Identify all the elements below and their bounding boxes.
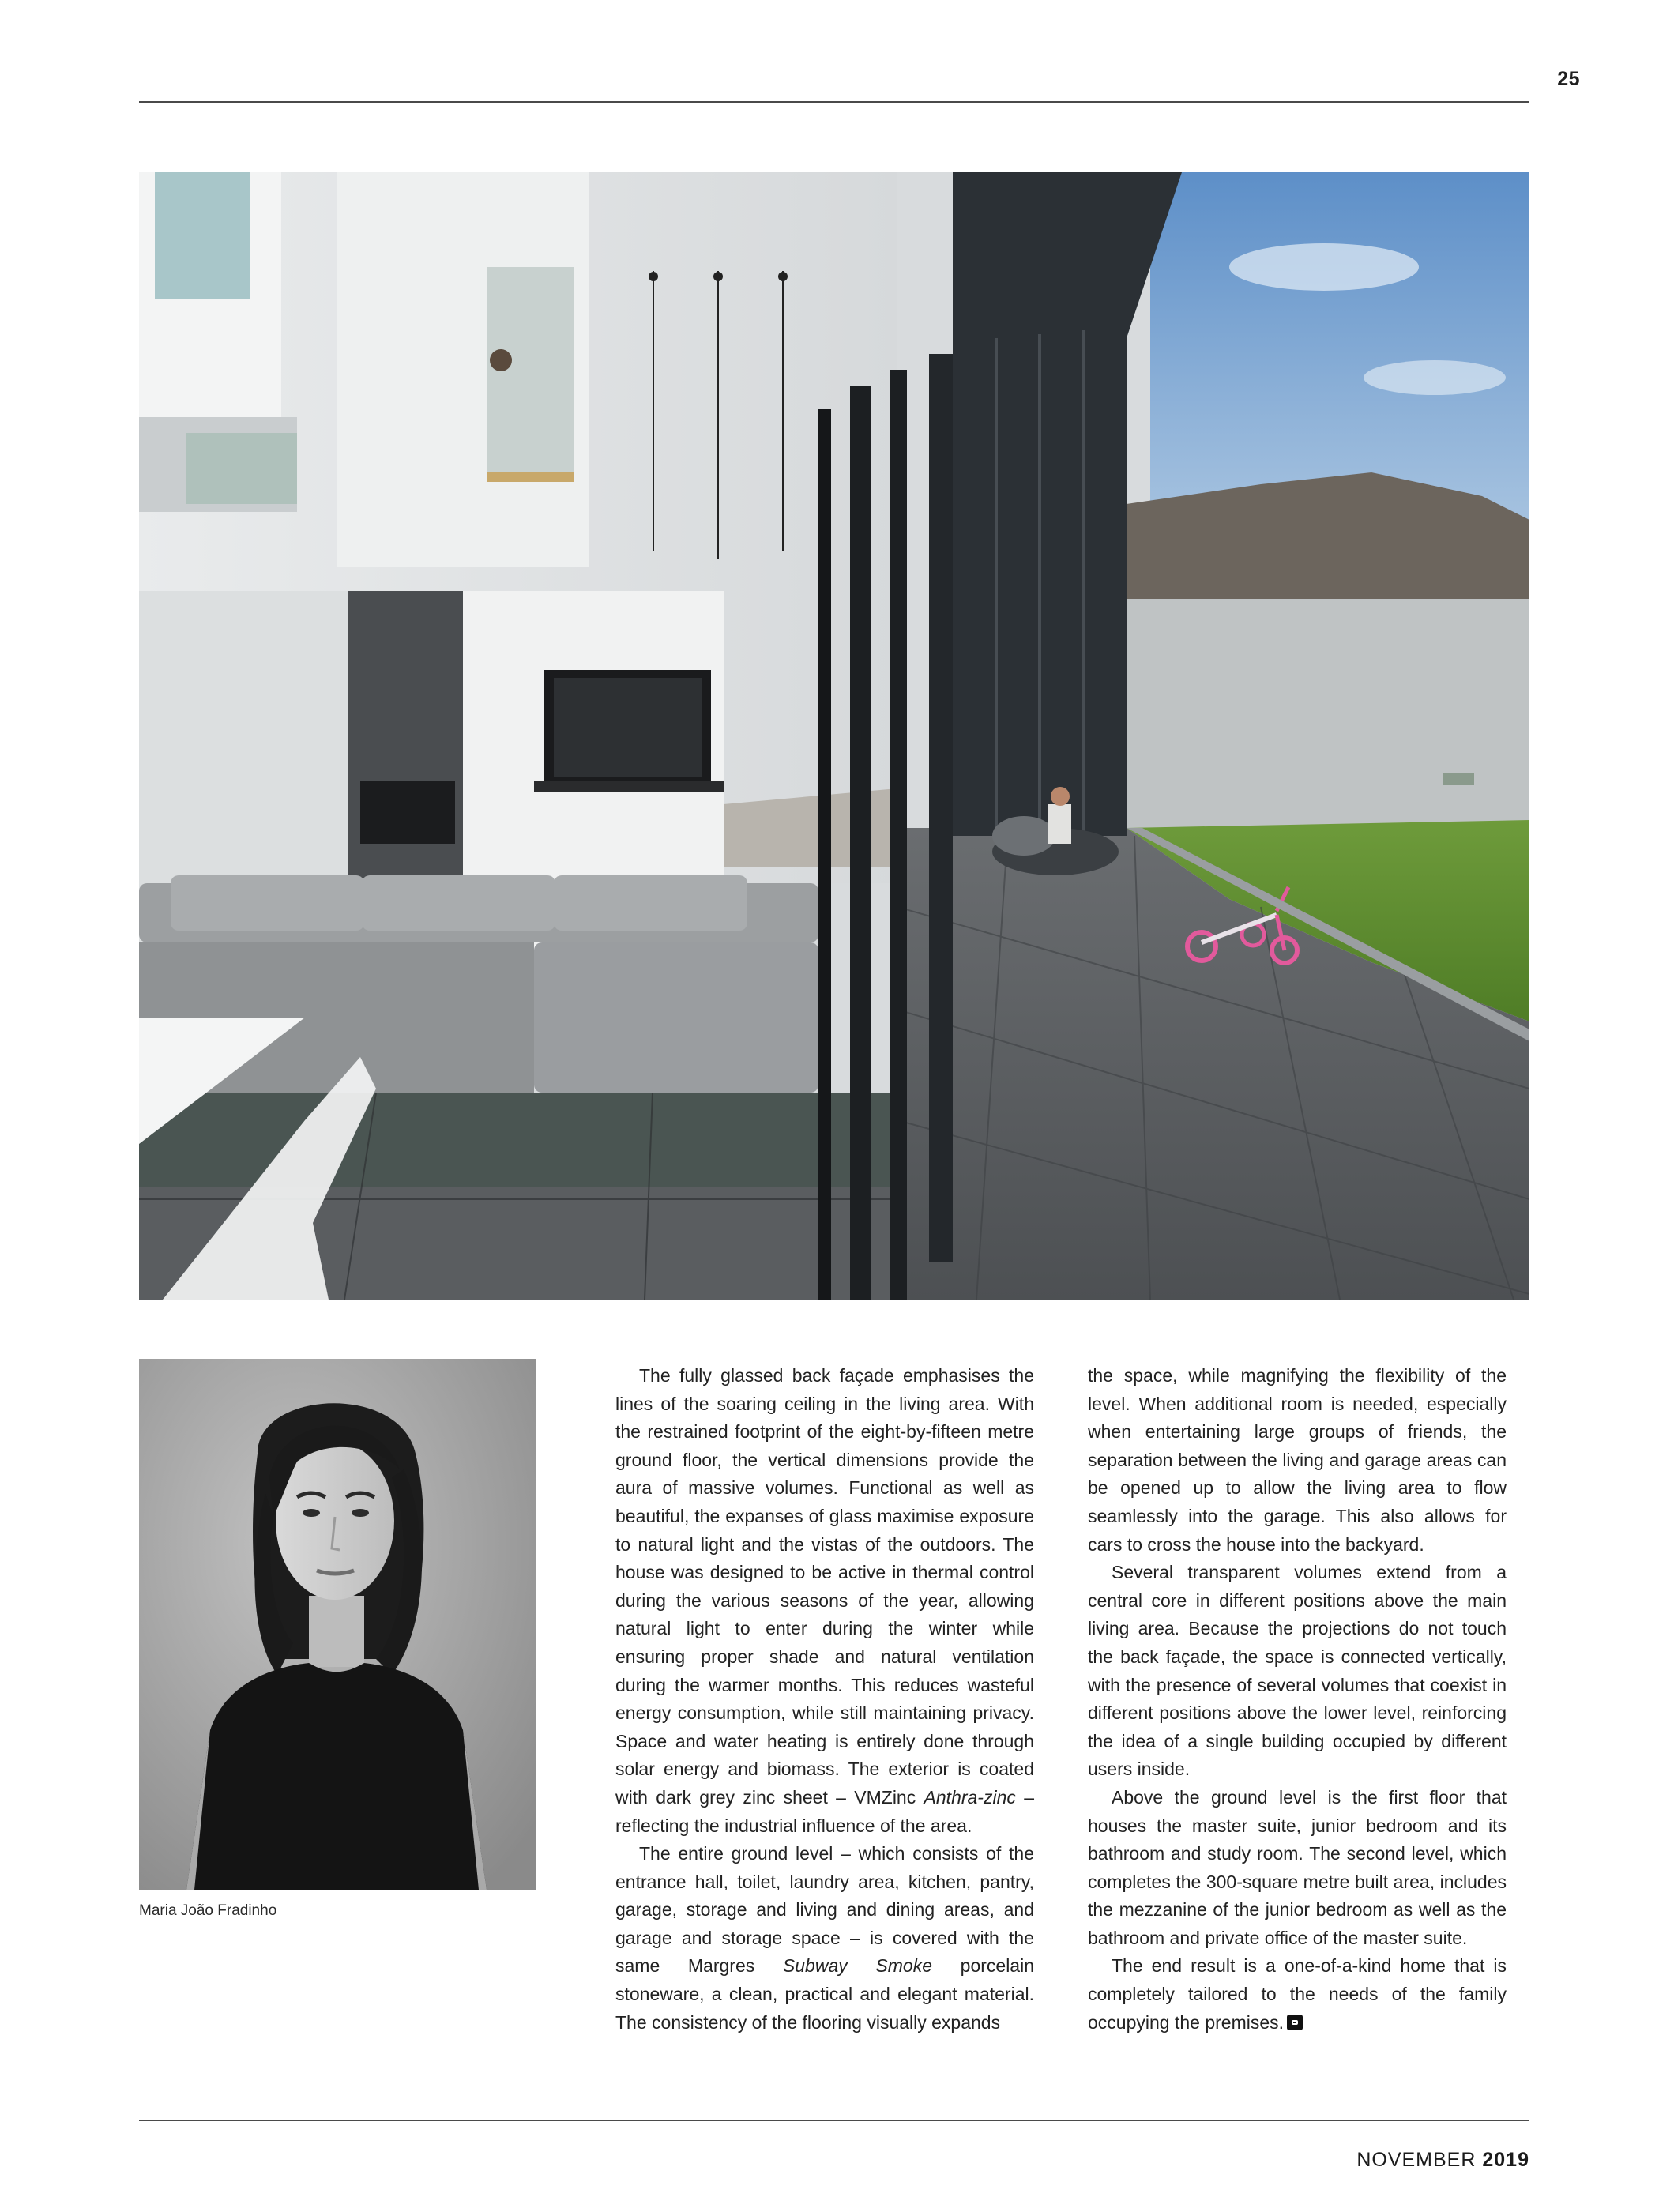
text-run: Several transparent volumes extend from a central core in different positions above the main living area. Because the projections do not touch the back façade, the space is connected vertically, with the presence of several volumes that coexist in different positions above the lower level, reinforcing the idea of a single building occupied by different users inside.: [1088, 1562, 1507, 1780]
paragraph-continued: [1088, 1362, 1507, 1559]
end-of-article-icon: [1287, 2014, 1303, 2030]
article-column-left: [615, 1362, 1034, 2037]
hero-photo: [139, 172, 1529, 1300]
text-run: The fully glassed back façade emphasises the lines of the soaring ceiling in the living area. With the restrained footprint of the eight-by-fifteen metre ground floor, the vertical dimensions provide the aura of massive volumes. Functional as well as beautiful, the expanses of glass maximise exposure to natural light and the vistas of the outdoors. The house was designed to be active in thermal control during the various seasons of the year, allowing natural light to enter during the winter while ensuring proper shade and natural ventilation during the warmer months. This reduces wasteful energy consumption, while still maintaining privacy. Space and water heating is entirely done through solar energy and biomass. The exterior is coated with dark grey zinc sheet – VMZinc: [615, 1365, 1034, 1808]
text-run: – reflecting the industrial influence of the area.: [615, 1786, 1034, 1836]
portrait-caption: Maria João Fradinho: [139, 1902, 277, 1919]
page-number: 25: [1557, 68, 1580, 90]
text-run: The entire ground level – which consists of the entrance hall, toilet, laundry area, kitchen, pantry, garage, storage and living and dining areas, and garage and storage space – is covered with the same Margres: [615, 1843, 1034, 1977]
text-run: the space, while magnifying the flexibility of the level. When additional room is needed, especially when entertaining large groups of friends, the separation between the living and garage areas can be opened up to allow the living area to flow seamlessly into the garage. This also allows for cars to cross the house into the backyard.: [1088, 1365, 1507, 1555]
issue-year: 2019: [1482, 2149, 1529, 2171]
paragraph: [1088, 1559, 1507, 1784]
italic-term: Anthra-zinc: [924, 1786, 1016, 1808]
italic-term: Subway Smoke: [782, 1955, 932, 1977]
text-run: The end result is a one-of-a-kind home that is completely tailored to the needs of the family occupying the premises.: [1088, 1955, 1507, 2033]
issue-date: [1264, 2149, 1529, 2172]
issue-month: NOVEMBER: [1356, 2149, 1477, 2171]
footer-rule: [139, 2120, 1529, 2121]
portrait-photo: [139, 1359, 536, 1890]
paragraph: [1088, 1952, 1507, 2037]
text-run: Above the ground level is the first floor that houses the master suite, junior bedroom and its bathroom and study room. The second level, which completes the 300-square metre built area, includes the mezzanine of the junior bedroom as well as the bathroom and private office of the master suite.: [1088, 1786, 1507, 1948]
paragraph: [615, 1362, 1034, 1840]
article-column-right: [1088, 1362, 1507, 2037]
header-rule: [139, 101, 1529, 103]
paragraph: [615, 1840, 1034, 2037]
paragraph: [1088, 1784, 1507, 1953]
text-run: porcelain stoneware, a clean, practical and elegant material. The consistency of the flooring visually expands: [615, 1955, 1034, 2033]
